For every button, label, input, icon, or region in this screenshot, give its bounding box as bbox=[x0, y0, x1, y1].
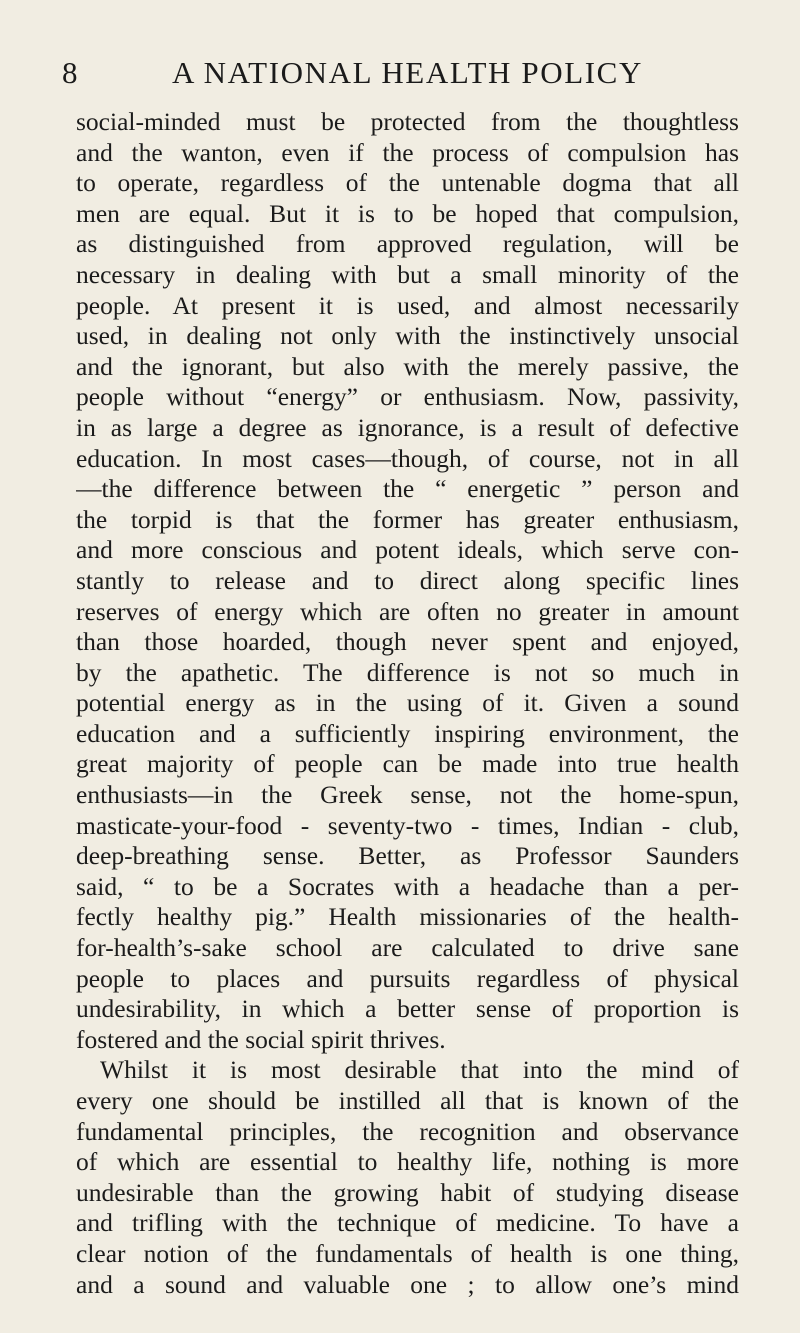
text-line: fectly healthy pig.” Health missionaries of the health- bbox=[76, 902, 739, 932]
text-line: —the difference between the “ energetic ” person and bbox=[76, 474, 739, 504]
text-line: Whilst it is most desirable that into the mind of bbox=[100, 1055, 739, 1085]
text-line: by the apathetic. The difference is not so much in bbox=[76, 657, 739, 687]
text-line: men are equal. But it is to be hoped that compulsion, bbox=[76, 198, 739, 228]
text-line: enthusiasts—in the Greek sense, not the home-spun, bbox=[76, 780, 739, 810]
text-line: every one should be instilled all that is known of the bbox=[76, 1086, 739, 1115]
text-line: stantly to release and to direct along specific lines bbox=[76, 565, 739, 595]
text-line: necessary in dealing with but a small minority of the bbox=[76, 259, 739, 289]
text-line: and a sound and valuable one ; to allow one’s mind bbox=[76, 1269, 739, 1299]
text-line: undesirability, in which a better sense of proportion is bbox=[76, 994, 739, 1024]
text-line: clear notion of the fundamentals of health is one thing, bbox=[76, 1238, 739, 1268]
text-line: used, in dealing not only with the instinctively unsocial bbox=[76, 321, 739, 351]
text-line: said, “ to be a Socrates with a headache than a per- bbox=[76, 871, 739, 901]
text-line: for-health’s-sake school are calculated to drive sane bbox=[76, 933, 739, 963]
page-number: 8 bbox=[62, 55, 78, 90]
text-line: as distinguished from approved regulation, will be bbox=[76, 229, 739, 259]
text-line: people. At present it is used, and almost necessarily bbox=[76, 290, 739, 320]
text-line: in as large a degree as ignorance, is a result of defective bbox=[76, 412, 739, 442]
text-line: masticate-your-food - seventy-two - times, Indian - club, bbox=[76, 810, 739, 840]
text-line: and more conscious and potent ideals, which serve con- bbox=[76, 535, 739, 565]
text-line: and the wanton, even if the process of compulsion has bbox=[76, 137, 739, 167]
text-line: reserves of energy which are often no greater in amount bbox=[76, 596, 739, 626]
text-line: and the ignorant, but also with the merely passive, the bbox=[76, 351, 739, 381]
text-line: than those hoarded, though never spent and enjoyed, bbox=[76, 627, 739, 657]
page-header bbox=[50, 50, 750, 94]
text-line: potential energy as in the using of it. Given a sound bbox=[76, 688, 739, 718]
running-head: A NATIONAL HEALTH POLICY bbox=[172, 55, 643, 90]
text-line: fostered and the social spirit thrives. bbox=[76, 1024, 446, 1054]
text-line: education and a sufficiently inspiring environment, the bbox=[76, 718, 739, 748]
text-line: great majority of people can be made into true health bbox=[76, 749, 739, 779]
text-line: people to places and pursuits regardless of physical bbox=[76, 963, 739, 993]
text-line: of which are essential to healthy life, nothing is more bbox=[76, 1147, 739, 1177]
text-line: undesirable than the growing habit of studying disease bbox=[76, 1177, 739, 1207]
text-line: social-minded must be protected from the thoughtless bbox=[76, 107, 739, 136]
text-line: the torpid is that the former has greater enthusiasm, bbox=[76, 504, 739, 534]
text-line: and trifling with the technique of medicine. To have a bbox=[76, 1208, 739, 1238]
text-line: deep-breathing sense. Better, as Professor Saunders bbox=[76, 841, 739, 871]
text-line: to operate, regardless of the untenable dogma that all bbox=[76, 168, 739, 198]
body-text bbox=[76, 107, 739, 1300]
text-line: fundamental principles, the recognition and observance bbox=[76, 1116, 739, 1146]
text-line: people without “energy” or enthusiasm. Now, passivity, bbox=[76, 382, 739, 412]
text-line: education. In most cases—though, of course, not in all bbox=[76, 443, 739, 473]
